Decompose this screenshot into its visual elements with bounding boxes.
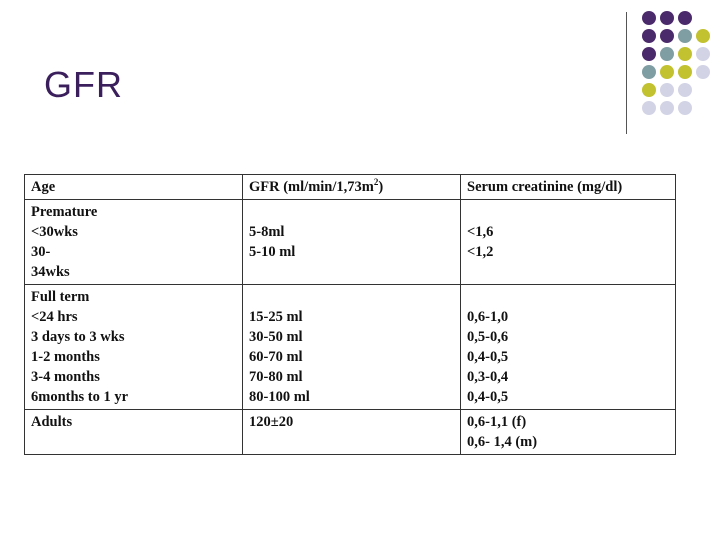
table-row-premature	[25, 200, 676, 285]
decorative-dot	[642, 11, 656, 25]
decorative-dot	[642, 47, 656, 61]
cell-gfr	[243, 410, 461, 455]
cell-line: 5-10 ml	[249, 244, 296, 260]
cell-line: 30-	[31, 244, 51, 260]
decorative-dot	[660, 65, 674, 79]
decorative-dot	[678, 83, 692, 97]
cell-line: 70-80 ml	[249, 369, 303, 385]
gfr-table-container	[24, 174, 676, 455]
cell-line: 120±20	[249, 414, 294, 430]
decorative-dot	[642, 29, 656, 43]
cell-line: 80-100 ml	[249, 389, 310, 405]
gfr-table	[24, 174, 676, 455]
table-row-adults	[25, 410, 676, 455]
cell-age	[25, 285, 243, 410]
cell-line: 34wks	[31, 264, 70, 280]
cell-line: 3-4 months	[31, 369, 100, 385]
slide-title: GFR	[44, 64, 123, 105]
cell-age	[25, 410, 243, 455]
cell-line: 6months to 1 yr	[31, 389, 129, 405]
header-gfr: GFR $(ml/\min/1,73m^2)$	[243, 175, 461, 200]
decorative-dot	[678, 65, 692, 79]
decorative-dot	[678, 101, 692, 115]
cell-line: 0,6-1,0	[467, 309, 509, 325]
cell-line: <1,2	[467, 244, 494, 260]
cell-line: 60-70 ml	[249, 349, 303, 365]
cell-line: 0,3-0,4	[467, 369, 509, 385]
header-serum-creatinine: Serum creatinine (mg/dl)	[461, 175, 676, 200]
decorative-dot-grid	[640, 8, 720, 120]
decorative-dot	[660, 11, 674, 25]
cell-creatinine	[461, 285, 676, 410]
cell-line: 5-8ml	[249, 224, 285, 240]
cell-line: 0,4-0,5	[467, 349, 509, 365]
cell-age	[25, 200, 243, 285]
decorative-dot	[660, 101, 674, 115]
table-row-full-term	[25, 285, 676, 410]
cell-gfr	[243, 200, 461, 285]
divider-line	[626, 12, 627, 134]
cell-line: 30-50 ml	[249, 329, 303, 345]
decorative-dot	[678, 47, 692, 61]
decorative-dot	[678, 11, 692, 25]
cell-line: 1-2 months	[31, 349, 100, 365]
decorative-dot	[696, 47, 710, 61]
cell-line: <1,6	[467, 224, 494, 240]
cell-creatinine	[461, 410, 676, 455]
cell-line: Adults	[31, 414, 73, 430]
cell-line: <24 hrs	[31, 309, 78, 325]
cell-line: 0,4-0,5	[467, 389, 509, 405]
decorative-dot	[696, 65, 710, 79]
cell-line: Full term	[31, 289, 90, 305]
cell-creatinine	[461, 200, 676, 285]
cell-line: 3 days to 3 wks	[31, 329, 125, 345]
cell-line: 0,6-1,1 (f)	[467, 414, 527, 430]
decorative-dot	[660, 29, 674, 43]
decorative-dot	[642, 65, 656, 79]
cell-line: 0,5-0,6	[467, 329, 509, 345]
decorative-dot	[642, 83, 656, 97]
decorative-dot	[678, 29, 692, 43]
cell-line: <30wks	[31, 224, 78, 240]
cell-line: 0,6- 1,4 (m)	[467, 434, 538, 450]
header-age: Age	[25, 175, 243, 200]
decorative-dot	[660, 83, 674, 97]
cell-line: 15-25 ml	[249, 309, 303, 325]
cell-gfr	[243, 285, 461, 410]
decorative-dot	[660, 47, 674, 61]
decorative-dot	[642, 101, 656, 115]
table-header-row	[25, 175, 676, 200]
decorative-dot	[696, 29, 710, 43]
cell-line: Premature	[31, 204, 98, 220]
